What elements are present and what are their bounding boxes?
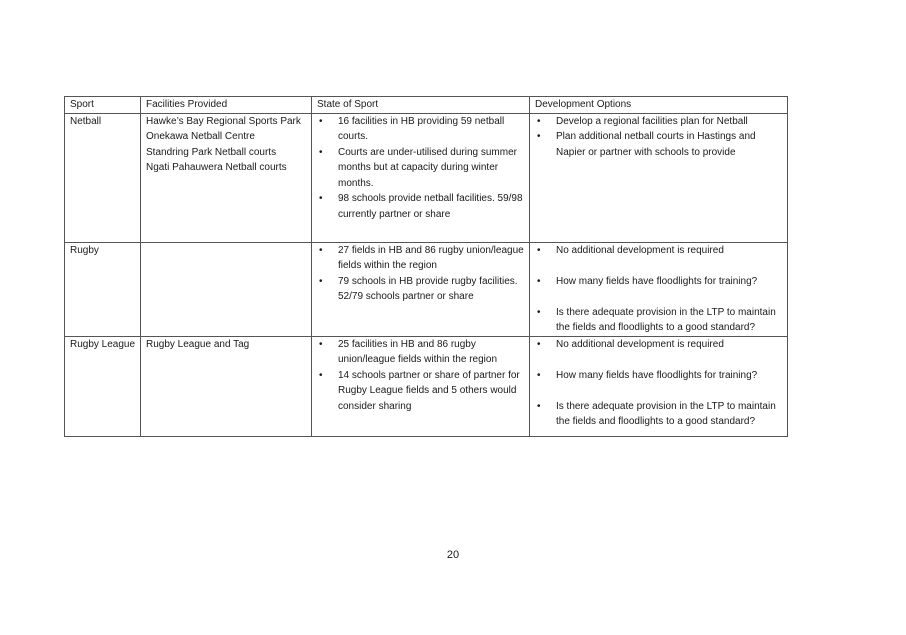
header-sport: Sport [65,97,141,114]
development-bullet: • Plan additional netball courts in Hastings and Napier or partner with schools to provide [535,129,783,160]
table-row-rugby-league [65,336,788,436]
facility-item: Standring Park Netball courts [146,146,277,158]
state-bullet: • 27 fields in HB and 86 rugby union/league fields within the region [317,243,525,274]
state-cell [312,113,530,242]
table-row-netball [65,113,788,242]
header-state-of-sport: State of Sport [312,97,530,114]
header-facilities-provided: Facilities Provided [141,97,312,114]
development-cell [530,113,788,242]
state-cell [312,336,530,436]
facilities-cell [141,336,312,436]
development-bullet: • No additional development is required [535,243,783,259]
facility-item: Hawke’s Bay Regional Sports Park [146,115,301,127]
state-bullet: • Courts are under-utilised during summer months but at capacity during winter months. [317,145,525,192]
state-bullet: • 25 facilities in HB and 86 rugby union/league fields within the region [317,337,525,368]
facilities-cell [141,113,312,242]
development-bullet: • No additional development is required [535,337,783,353]
sport-cell: Netball [65,113,141,242]
facility-item: Ngati Pahauwera Netball courts [146,162,287,173]
development-bullet: • Develop a regional facilities plan for Netball [535,114,783,130]
development-bullet: • How many fields have floodlights for training? [535,274,783,290]
facilities-cell [141,242,312,336]
table-header-row [65,97,788,114]
sport-cell: Rugby League [65,336,141,436]
header-development-options: Development Options [530,97,788,114]
state-bullet: • 14 schools partner or share of partner for Rugby League fields and 5 others would consider sharing [317,368,525,415]
facility-item: Onekawa Netball Centre [146,131,255,142]
sport-cell: Rugby [65,242,141,336]
state-bullet: • 98 schools provide netball facilities. 59/98 currently partner or share [317,191,525,222]
page-number: 20 [446,549,460,561]
state-bullet: • 16 facilities in HB providing 59 netball courts. [317,114,525,145]
development-bullet: • Is there adequate provision in the LTP to maintain the fields and floodlights to a good standard? [535,305,783,336]
facility-item: Rugby League and Tag [146,338,250,350]
state-bullet: • 79 schools in HB provide rugby facilities. 52/79 schools partner or share [317,274,525,305]
table-row-rugby [65,242,788,336]
state-cell [312,242,530,336]
development-bullet: • Is there adequate provision in the LTP to maintain the fields and floodlights to a good standard? [535,399,783,430]
development-bullet: • How many fields have floodlights for training? [535,368,783,384]
development-cell [530,336,788,436]
development-cell [530,242,788,336]
sports-facilities-table [64,96,788,437]
